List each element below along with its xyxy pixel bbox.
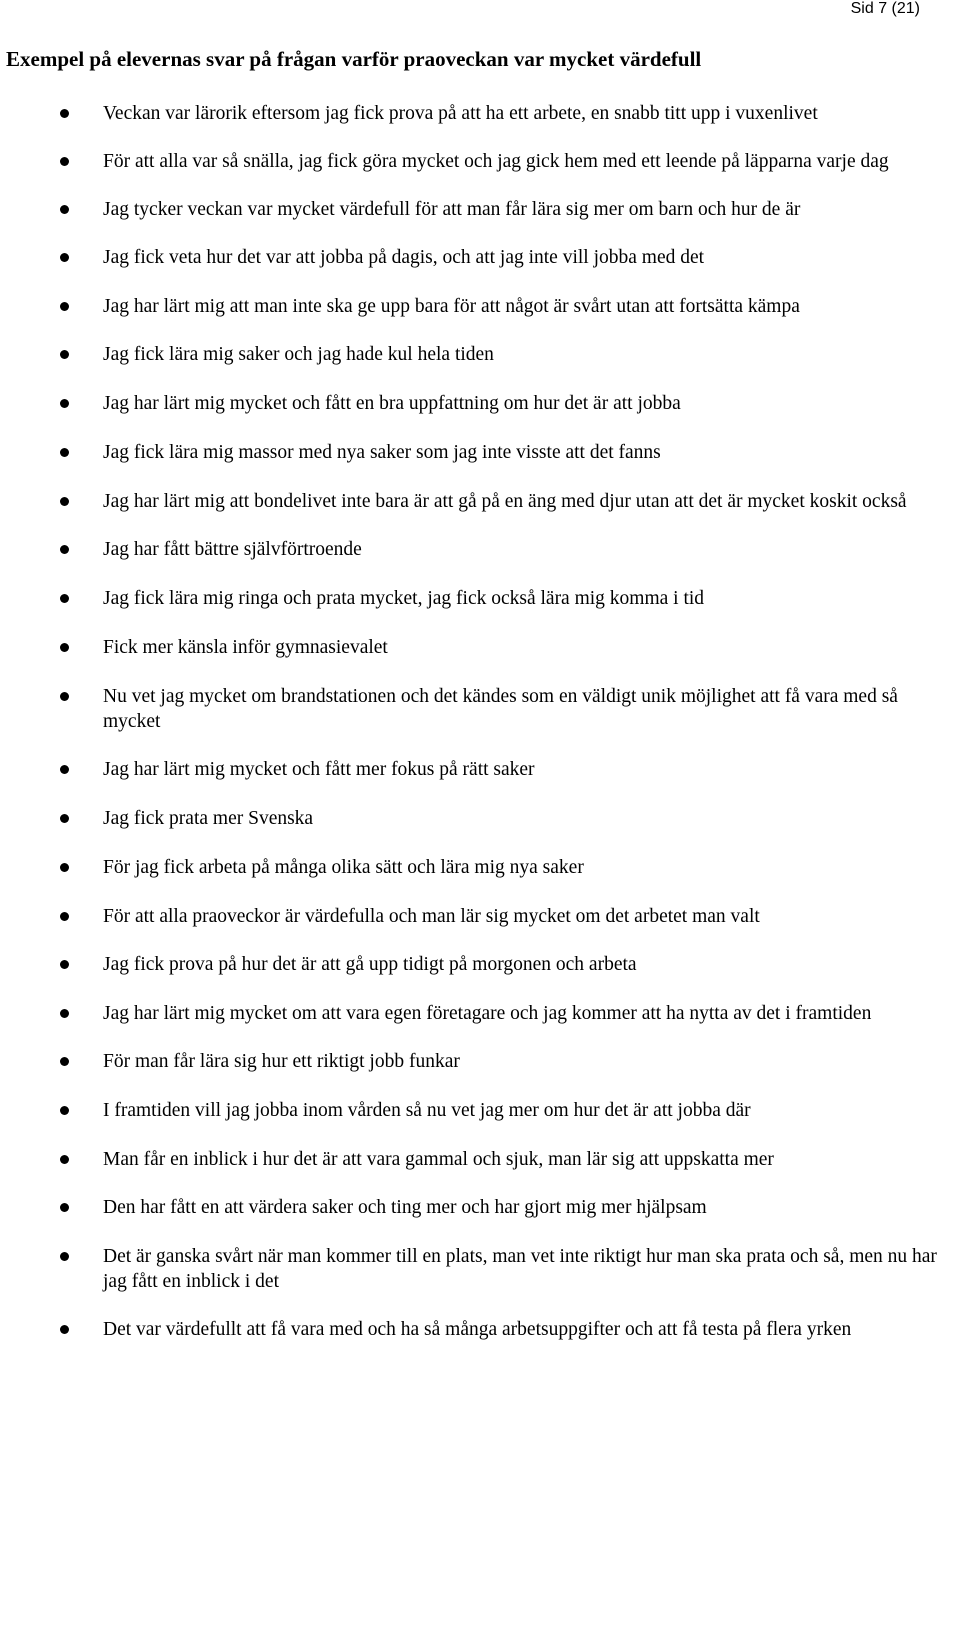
- bullet-icon: [60, 350, 69, 359]
- answer-text: Det är ganska svårt när man kommer till en plats, man vet inte riktigt hur man ska prata och så, men nu har jag fått en inblick i det: [103, 1246, 937, 1292]
- answer-text: Jag har lärt mig mycket och fått mer fokus på rätt saker: [103, 759, 535, 780]
- bullet-icon: [60, 253, 69, 262]
- answer-text: I framtiden vill jag jobba inom vården så nu vet jag mer om hur det är att jobba där: [103, 1100, 751, 1121]
- answer-text: För jag fick arbeta på många olika sätt och lära mig nya saker: [103, 857, 584, 878]
- answer-text: Jag har lärt mig att man inte ska ge upp bara för att något är svårt utan att fortsätta kämpa: [103, 296, 800, 317]
- bullet-icon: [60, 109, 69, 118]
- answer-text: Jag fick prata mer Svenska: [103, 808, 314, 829]
- answer-text: Jag har fått bättre självförtroende: [103, 539, 362, 560]
- answer-text: För man får lära sig hur ett riktigt jobb funkar: [103, 1051, 460, 1072]
- answer-text: Den har fått en att värdera saker och ting mer och har gjort mig mer hjälpsam: [103, 1197, 707, 1218]
- bullet-icon: [60, 302, 69, 311]
- answer-text: Man får en inblick i hur det är att vara gammal och sjuk, man lär sig att uppskatta mer: [103, 1149, 774, 1170]
- answer-item: [0, 537, 960, 562]
- bullet-icon: [60, 912, 69, 921]
- bullet-icon: [60, 448, 69, 457]
- bullet-icon: [60, 545, 69, 554]
- answer-text: Fick mer känsla inför gymnasievalet: [103, 637, 388, 658]
- answer-text: Jag fick veta hur det var att jobba på dagis, och att jag inte vill jobba med det: [103, 247, 705, 268]
- answer-text: Jag har lärt mig att bondelivet inte bara är att gå på en äng med djur utan att det är mycket koskit också: [103, 491, 907, 512]
- answer-item: [0, 635, 960, 660]
- answer-item: [0, 1001, 960, 1026]
- answer-item: [0, 294, 960, 319]
- bullet-icon: [60, 1009, 69, 1018]
- bullet-icon: [60, 863, 69, 872]
- answer-item: [0, 197, 960, 222]
- answer-item: [0, 904, 960, 929]
- answer-item: [0, 149, 960, 174]
- answer-text: Jag tycker veckan var mycket värdefull för att man får lära sig mer om barn och hur de är: [103, 199, 801, 220]
- bullet-icon: [60, 814, 69, 823]
- answer-item: [0, 391, 960, 416]
- bullet-icon: [60, 692, 69, 701]
- answer-text: Veckan var lärorik eftersom jag fick prova på att ha ett arbete, en snabb titt upp i vuxenlivet: [103, 103, 818, 124]
- page-number: Sid 7 (21): [850, 0, 920, 17]
- answer-item: [0, 101, 960, 126]
- bullet-icon: [60, 594, 69, 603]
- bullet-icon: [60, 1325, 69, 1334]
- bullet-icon: [60, 497, 69, 506]
- bullet-icon: [60, 1203, 69, 1212]
- bullet-icon: [60, 1252, 69, 1261]
- answer-text: För att alla praoveckor är värdefulla och man lär sig mycket om det arbetet man valt: [103, 906, 760, 927]
- answer-list: [0, 101, 960, 1365]
- answer-text: Jag har lärt mig mycket om att vara egen företagare och jag kommer att ha nytta av det i framtiden: [103, 1003, 872, 1024]
- answer-text: Jag fick lära mig massor med nya saker som jag inte visste att det fanns: [103, 442, 661, 463]
- bullet-icon: [60, 960, 69, 969]
- answer-item: [0, 1195, 960, 1220]
- answer-text: Det var värdefullt att få vara med och ha så många arbetsuppgifter och att få testa på flera yrken: [103, 1319, 852, 1340]
- answer-text: Nu vet jag mycket om brandstationen och det kändes som en väldigt unik möjlighet att få vara med så mycket: [103, 686, 898, 732]
- bullet-icon: [60, 157, 69, 166]
- answer-item: [0, 757, 960, 782]
- bullet-icon: [60, 1106, 69, 1115]
- answer-item: [0, 684, 960, 734]
- bullet-icon: [60, 1155, 69, 1164]
- answer-text: Jag fick lära mig ringa och prata mycket, jag fick också lära mig komma i tid: [103, 588, 705, 609]
- answer-item: [0, 440, 960, 465]
- answer-text: Jag fick prova på hur det är att gå upp tidigt på morgonen och arbeta: [103, 954, 637, 975]
- answer-item: [0, 1147, 960, 1172]
- answer-item: [0, 586, 960, 611]
- bullet-icon: [60, 1057, 69, 1066]
- answer-item: [0, 952, 960, 977]
- answer-item: [0, 1244, 960, 1294]
- answer-item: [0, 245, 960, 270]
- answer-item: [0, 855, 960, 880]
- answer-text: Jag har lärt mig mycket och fått en bra uppfattning om hur det är att jobba: [103, 393, 681, 414]
- bullet-icon: [60, 765, 69, 774]
- page-heading: Exempel på elevernas svar på frågan varför praoveckan var mycket värdefull: [6, 47, 702, 71]
- answer-item: [0, 806, 960, 831]
- answer-text: Jag fick lära mig saker och jag hade kul hela tiden: [103, 344, 494, 365]
- answer-item: [0, 489, 960, 514]
- bullet-icon: [60, 205, 69, 214]
- answer-item: [0, 1049, 960, 1074]
- answer-item: [0, 1098, 960, 1123]
- answer-item: [0, 342, 960, 367]
- bullet-icon: [60, 643, 69, 652]
- answer-text: För att alla var så snälla, jag fick göra mycket och jag gick hem med ett leende på läpparna varje dag: [103, 151, 889, 172]
- answer-item: [0, 1317, 960, 1342]
- bullet-icon: [60, 399, 69, 408]
